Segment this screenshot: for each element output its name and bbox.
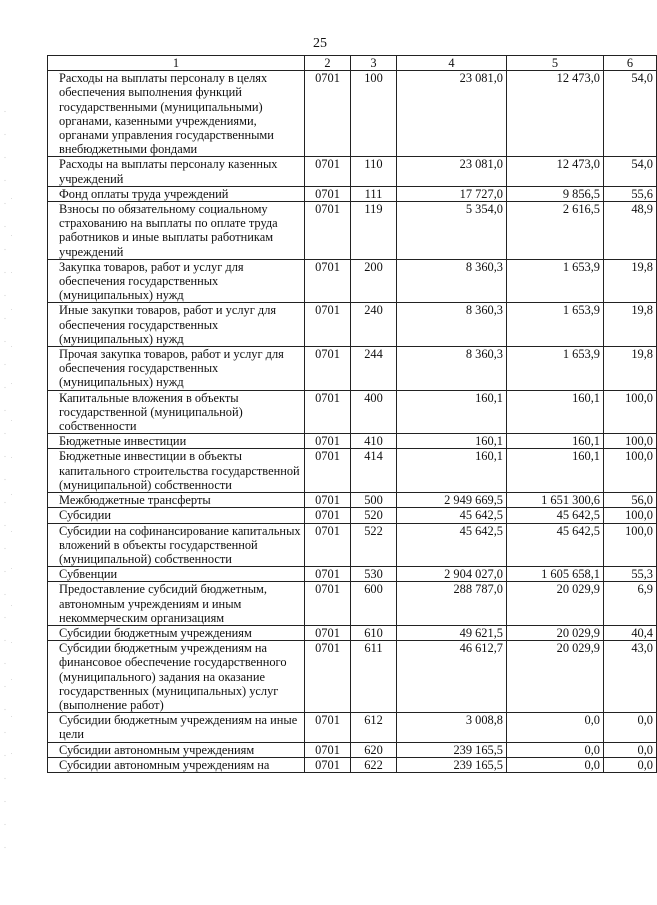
expense-type-cell: 610 — [351, 625, 397, 640]
table-row — [48, 523, 657, 567]
percent-cell: 100,0 — [604, 434, 657, 449]
column-header: 4 — [397, 56, 507, 71]
column-header: 5 — [507, 56, 604, 71]
planned-amount-cell: 46 612,7 — [397, 641, 507, 713]
actual-amount-cell: 20 029,9 — [507, 625, 604, 640]
table-header-row — [48, 56, 657, 71]
table-row — [48, 567, 657, 582]
row-name-cell: Межбюджетные трансферты — [48, 493, 305, 508]
section-code-cell: 0701 — [305, 259, 351, 303]
planned-amount-cell: 160,1 — [397, 390, 507, 434]
planned-amount-cell: 2 904 027,0 — [397, 567, 507, 582]
percent-cell: 100,0 — [604, 390, 657, 434]
section-code-cell: 0701 — [305, 303, 351, 347]
section-code-cell: 0701 — [305, 582, 351, 626]
row-name-cell: Субсидии бюджетным учреждениям на иные цели — [48, 713, 305, 742]
planned-amount-cell: 45 642,5 — [397, 508, 507, 523]
percent-cell: 6,9 — [604, 582, 657, 626]
expense-type-cell: 522 — [351, 523, 397, 567]
actual-amount-cell: 12 473,0 — [507, 157, 604, 186]
section-code-cell: 0701 — [305, 742, 351, 757]
section-code-cell: 0701 — [305, 347, 351, 391]
actual-amount-cell: 9 856,5 — [507, 186, 604, 201]
expense-type-cell: 530 — [351, 567, 397, 582]
percent-cell: 100,0 — [604, 508, 657, 523]
row-name-cell: Субсидии на софинансирование капитальных вложений в объекты государственной (муниципальной) собственности — [48, 523, 305, 567]
planned-amount-cell: 23 081,0 — [397, 71, 507, 157]
planned-amount-cell: 23 081,0 — [397, 157, 507, 186]
expense-type-cell: 622 — [351, 757, 397, 772]
percent-cell: 54,0 — [604, 157, 657, 186]
row-name-cell: Закупка товаров, работ и услуг для обеспечения государственных (муниципальных) нужд — [48, 259, 305, 303]
row-name-cell: Иные закупки товаров, работ и услуг для обеспечения государственных (муниципальных) нужд — [48, 303, 305, 347]
expense-type-cell: 500 — [351, 493, 397, 508]
section-code-cell: 0701 — [305, 713, 351, 742]
table-row — [48, 582, 657, 626]
expense-type-cell: 410 — [351, 434, 397, 449]
section-code-cell: 0701 — [305, 493, 351, 508]
actual-amount-cell: 1 653,9 — [507, 259, 604, 303]
row-name-cell: Прочая закупка товаров, работ и услуг для обеспечения государственных (муниципальных) нужд — [48, 347, 305, 391]
column-header: 6 — [604, 56, 657, 71]
row-name-cell: Расходы на выплаты персоналу в целях обеспечения выполнения функций государственными (муниципальными) органами, казенными учреждениями, органами управления государственными внебюджетными фондами — [48, 71, 305, 157]
table-row — [48, 508, 657, 523]
percent-cell: 48,9 — [604, 202, 657, 260]
row-name-cell: Предоставление субсидий бюджетным, автономным учреждениям и иным некоммерческим организациям — [48, 582, 305, 626]
table-row — [48, 493, 657, 508]
percent-cell: 0,0 — [604, 742, 657, 757]
percent-cell: 55,3 — [604, 567, 657, 582]
section-code-cell: 0701 — [305, 641, 351, 713]
expense-type-cell: 110 — [351, 157, 397, 186]
actual-amount-cell: 1 651 300,6 — [507, 493, 604, 508]
table-row — [48, 303, 657, 347]
table-row — [48, 434, 657, 449]
planned-amount-cell: 8 360,3 — [397, 259, 507, 303]
column-header: 1 — [48, 56, 305, 71]
percent-cell: 43,0 — [604, 641, 657, 713]
section-code-cell: 0701 — [305, 567, 351, 582]
section-code-cell: 0701 — [305, 390, 351, 434]
actual-amount-cell: 20 029,9 — [507, 641, 604, 713]
table-row — [48, 259, 657, 303]
scan-speckle — [9, 180, 15, 780]
expense-type-cell: 400 — [351, 390, 397, 434]
percent-cell: 19,8 — [604, 259, 657, 303]
row-name-cell: Бюджетные инвестиции — [48, 434, 305, 449]
expense-type-cell: 414 — [351, 449, 397, 493]
actual-amount-cell: 160,1 — [507, 434, 604, 449]
table-row — [48, 390, 657, 434]
expense-type-cell: 620 — [351, 742, 397, 757]
planned-amount-cell: 8 360,3 — [397, 347, 507, 391]
expense-type-cell: 100 — [351, 71, 397, 157]
percent-cell: 0,0 — [604, 713, 657, 742]
expense-type-cell: 612 — [351, 713, 397, 742]
expense-type-cell: 611 — [351, 641, 397, 713]
row-name-cell: Взносы по обязательному социальному страхованию на выплаты по оплате труда работников и иные выплаты работникам учреждений — [48, 202, 305, 260]
table-row — [48, 742, 657, 757]
table-row — [48, 157, 657, 186]
percent-cell: 19,8 — [604, 347, 657, 391]
row-name-cell: Субсидии автономным учреждениям на — [48, 757, 305, 772]
row-name-cell: Бюджетные инвестиции в объекты капитального строительства государственной (муниципальной) собственности — [48, 449, 305, 493]
row-name-cell: Расходы на выплаты персоналу казенных учреждений — [48, 157, 305, 186]
planned-amount-cell: 239 165,5 — [397, 757, 507, 772]
planned-amount-cell: 17 727,0 — [397, 186, 507, 201]
section-code-cell: 0701 — [305, 625, 351, 640]
row-name-cell: Субсидии бюджетным учреждениям на финансовое обеспечение государственного (муниципального) задания на оказание государственных (муниципальных) услуг (выполнение работ) — [48, 641, 305, 713]
planned-amount-cell: 5 354,0 — [397, 202, 507, 260]
row-name-cell: Капитальные вложения в объекты государственной (муниципальной) собственности — [48, 390, 305, 434]
planned-amount-cell: 239 165,5 — [397, 742, 507, 757]
planned-amount-cell: 288 787,0 — [397, 582, 507, 626]
planned-amount-cell: 45 642,5 — [397, 523, 507, 567]
page-number: 25 — [313, 36, 327, 51]
percent-cell: 55,6 — [604, 186, 657, 201]
column-header: 2 — [305, 56, 351, 71]
actual-amount-cell: 160,1 — [507, 449, 604, 493]
percent-cell: 0,0 — [604, 757, 657, 772]
section-code-cell: 0701 — [305, 186, 351, 201]
section-code-cell: 0701 — [305, 757, 351, 772]
actual-amount-cell: 0,0 — [507, 713, 604, 742]
table-row — [48, 757, 657, 772]
section-code-cell: 0701 — [305, 523, 351, 567]
percent-cell: 100,0 — [604, 449, 657, 493]
actual-amount-cell: 45 642,5 — [507, 523, 604, 567]
section-code-cell: 0701 — [305, 202, 351, 260]
expense-type-cell: 119 — [351, 202, 397, 260]
planned-amount-cell: 160,1 — [397, 434, 507, 449]
expense-type-cell: 200 — [351, 259, 397, 303]
table-row — [48, 625, 657, 640]
percent-cell: 40,4 — [604, 625, 657, 640]
actual-amount-cell: 0,0 — [507, 757, 604, 772]
section-code-cell: 0701 — [305, 434, 351, 449]
actual-amount-cell: 20 029,9 — [507, 582, 604, 626]
expense-type-cell: 600 — [351, 582, 397, 626]
row-name-cell: Субсидии бюджетным учреждениям — [48, 625, 305, 640]
planned-amount-cell: 8 360,3 — [397, 303, 507, 347]
row-name-cell: Субсидии автономным учреждениям — [48, 742, 305, 757]
actual-amount-cell: 12 473,0 — [507, 71, 604, 157]
expense-type-cell: 244 — [351, 347, 397, 391]
table-row — [48, 71, 657, 157]
budget-table-body — [48, 56, 657, 773]
percent-cell: 100,0 — [604, 523, 657, 567]
actual-amount-cell: 1 653,9 — [507, 347, 604, 391]
actual-amount-cell: 160,1 — [507, 390, 604, 434]
table-row — [48, 449, 657, 493]
table-row — [48, 641, 657, 713]
planned-amount-cell: 3 008,8 — [397, 713, 507, 742]
actual-amount-cell: 0,0 — [507, 742, 604, 757]
table-row — [48, 713, 657, 742]
expense-type-cell: 240 — [351, 303, 397, 347]
actual-amount-cell: 2 616,5 — [507, 202, 604, 260]
row-name-cell: Субсидии — [48, 508, 305, 523]
section-code-cell: 0701 — [305, 449, 351, 493]
planned-amount-cell: 2 949 669,5 — [397, 493, 507, 508]
actual-amount-cell: 1 605 658,1 — [507, 567, 604, 582]
percent-cell: 56,0 — [604, 493, 657, 508]
section-code-cell: 0701 — [305, 71, 351, 157]
percent-cell: 54,0 — [604, 71, 657, 157]
row-name-cell: Субвенции — [48, 567, 305, 582]
actual-amount-cell: 1 653,9 — [507, 303, 604, 347]
column-header: 3 — [351, 56, 397, 71]
planned-amount-cell: 160,1 — [397, 449, 507, 493]
actual-amount-cell: 45 642,5 — [507, 508, 604, 523]
section-code-cell: 0701 — [305, 157, 351, 186]
expense-type-cell: 111 — [351, 186, 397, 201]
planned-amount-cell: 49 621,5 — [397, 625, 507, 640]
table-row — [48, 347, 657, 391]
percent-cell: 19,8 — [604, 303, 657, 347]
budget-table — [47, 55, 657, 773]
table-row — [48, 186, 657, 201]
expense-type-cell: 520 — [351, 508, 397, 523]
section-code-cell: 0701 — [305, 508, 351, 523]
table-row — [48, 202, 657, 260]
row-name-cell: Фонд оплаты труда учреждений — [48, 186, 305, 201]
